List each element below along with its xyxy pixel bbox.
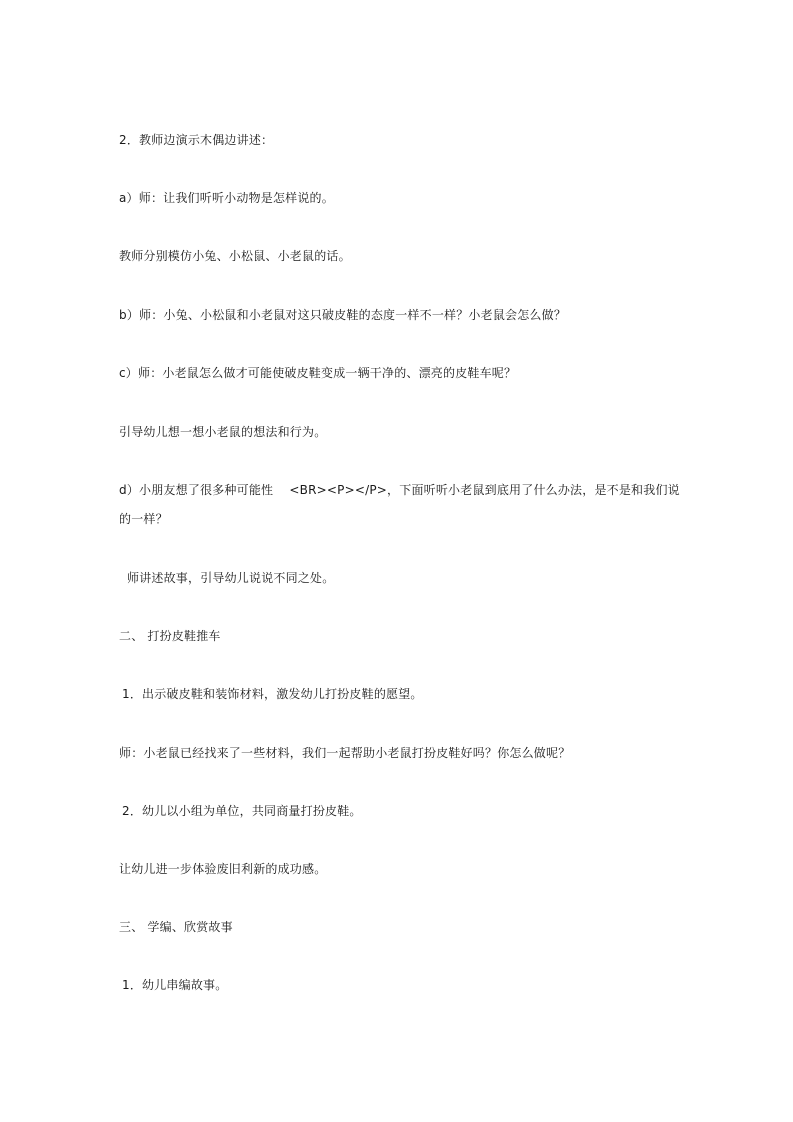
- paragraph-teacher-materials: 师：小老鼠已经找来了一些材料，我们一起帮助小老鼠打扮皮鞋好吗？你怎么做呢？: [119, 746, 571, 760]
- paragraph-imitate: 教师分别模仿小兔、小松鼠、小老鼠的话。: [119, 249, 351, 263]
- paragraph-d-continued: 的一样？: [119, 512, 168, 526]
- section-heading-2: 二、 打扮皮鞋推车: [119, 629, 221, 643]
- paragraph-d-children: d）小朋友想了很多种可能性 <BR><P></P>，下面听听小老鼠到底用了什么办法，是不是和我们说: [119, 483, 680, 497]
- paragraph-step-1-show: 1．出示破皮鞋和装饰材料，激发幼儿打扮皮鞋的愿望。: [122, 687, 423, 701]
- paragraph-guide-think: 引导幼儿想一想小老鼠的想法和行为。: [119, 425, 327, 439]
- section-heading-3: 三、 学编、欣赏故事: [119, 920, 233, 934]
- paragraph-step-2-puppet: 2．教师边演示木偶边讲述：: [119, 133, 274, 147]
- paragraph-c-teacher: c）师：小老鼠怎么做才可能使破皮鞋变成一辆干净的、漂亮的皮鞋车呢？: [119, 366, 517, 380]
- paragraph-teacher-story: 师讲述故事，引导幼儿说说不同之处。: [127, 571, 335, 585]
- paragraph-step-1-story: 1．幼儿串编故事。: [122, 978, 228, 992]
- paragraph-step-2-groups: 2．幼儿以小组为单位，共同商量打扮皮鞋。: [122, 804, 362, 818]
- paragraph-b-teacher: b）师：小兔、小松鼠和小老鼠对这只破皮鞋的态度一样不一样？小老鼠会怎么做？: [119, 308, 567, 322]
- paragraph-experience: 让幼儿进一步体验废旧利新的成功感。: [119, 862, 327, 876]
- paragraph-a-teacher: a）师：让我们听听小动物是怎样说的。: [119, 191, 334, 205]
